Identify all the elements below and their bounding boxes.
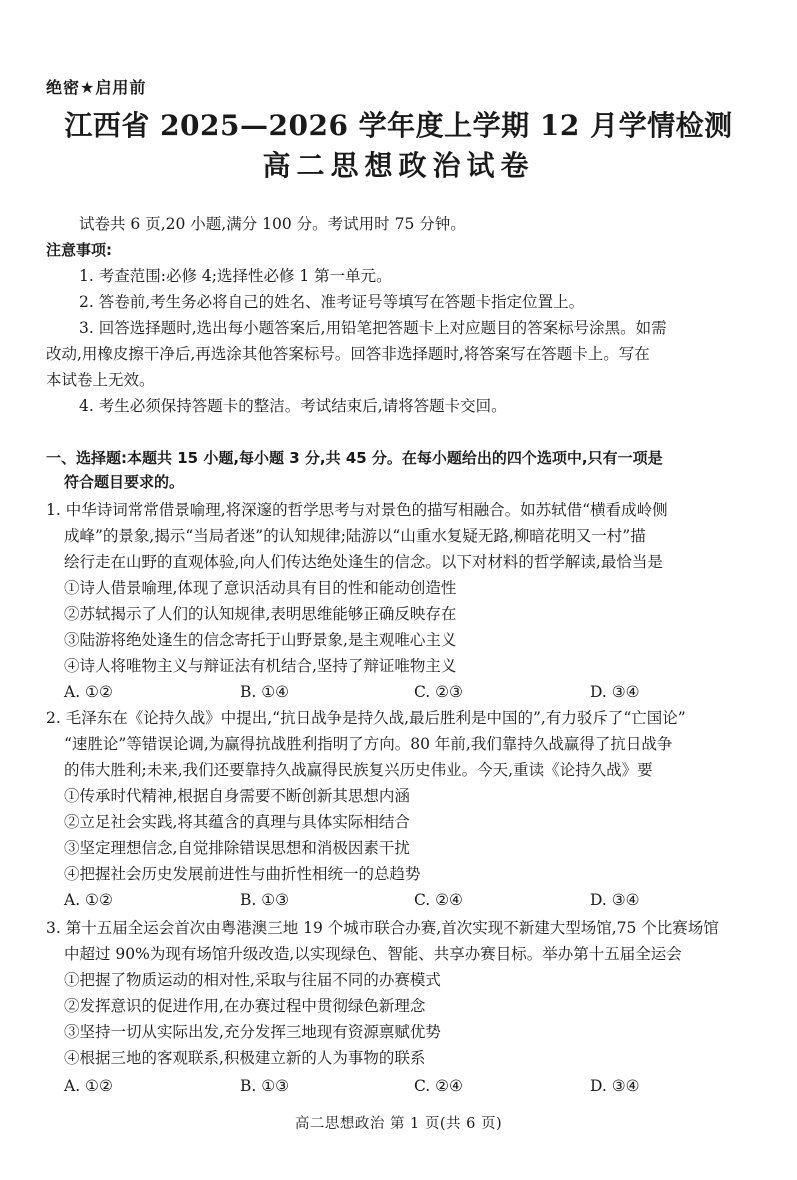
question-3-option-b: B. ①③	[240, 1077, 290, 1095]
notes-title: 注意事项:	[46, 241, 112, 259]
question-2-stem: 2. 毛泽东在《论持久战》中提出,“抗日战争是持久战,最后胜利是中国的”,有力驳斥了“亡国论”	[46, 709, 686, 727]
question-2-statement: ②立足社会实践,将其蕴含的真理与具体实际相结合	[64, 813, 410, 831]
section-heading-continued: 符合题目要求的。	[64, 473, 185, 491]
section-heading: 一、选择题:本题共 15 小题,每小题 3 分,共 45 分。在每小题给出的四个选项中,只有一项是	[46, 449, 663, 467]
exam-info: 试卷共 6 页,20 小题,满分 100 分。考试用时 75 分钟。	[79, 215, 466, 233]
question-1-option-d: D. ③④	[590, 683, 640, 701]
question-3-stem: 3. 第十五届全运会首次由粤港澳三地 19 个城市联合办赛,首次实现不新建大型场馆,75 个比赛场馆	[46, 919, 719, 937]
question-2-stem: “速胜论”等错误论调,为赢得抗战胜利指明了方向。80 年前,我们靠持久战赢得了抗日战争	[64, 735, 673, 753]
page-footer: 高二思想政治 第 1 页(共 6 页)	[294, 1116, 503, 1132]
note-item: 3. 回答选择题时,选出每小题答案后,用铅笔把答题卡上对应题目的答案标号涂黑。如需	[79, 319, 667, 337]
question-3-option-a: A. ①②	[64, 1077, 113, 1095]
question-3-stem: 中超过 90%为现有场馆升级改造,以实现绿色、智能、共享办赛目标。举办第十五届全运会	[64, 945, 682, 963]
confidential-label: 绝密★启用前	[46, 78, 147, 97]
note-item: 2. 答卷前,考生务必将自己的姓名、准考证号等填写在答题卡指定位置上。	[79, 293, 585, 311]
question-2-statement: ④把握社会历史发展前进性与曲折性相统一的总趋势	[64, 865, 421, 883]
question-1-option-c: C. ②③	[414, 683, 463, 701]
question-1-stem: 绘行走在山野的直观体验,向人们传达绝处逢生的信念。以下对材料的哲学解读,最恰当是	[64, 553, 663, 571]
note-item-continued: 改动,用橡皮擦干净后,再选涂其他答案标号。回答非选择题时,将答案写在答题卡上。写在	[46, 345, 650, 363]
exam-subtitle: 高二思想政治试卷	[262, 149, 535, 182]
question-3-statement: ③坚持一切从实际出发,充分发挥三地现有资源禀赋优势	[64, 1023, 441, 1041]
question-2-stem: 的伟大胜利;未来,我们还要靠持久战赢得民族复兴历史伟业。今天,重读《论持久战》要	[64, 761, 653, 779]
question-3-statement: ②发挥意识的促进作用,在办赛过程中贯彻绿色新理念	[64, 997, 426, 1015]
question-2-option-c: C. ②④	[414, 891, 463, 909]
question-1-statement: ①诗人借景喻理,体现了意识活动具有目的性和能动创造性	[64, 579, 457, 597]
question-2-option-d: D. ③④	[590, 891, 640, 909]
question-3-option-d: D. ③④	[590, 1077, 640, 1095]
note-item: 4. 考生必须保持答题卡的整洁。考试结束后,请将答题卡交回。	[79, 397, 507, 415]
question-1-statement: ③陆游将绝处逢生的信念寄托于山野景象,是主观唯心主义	[64, 631, 457, 649]
question-3-option-c: C. ②④	[414, 1077, 463, 1095]
exam-title: 江西省 2025—2026 学年度上学期 12 月学情检测	[64, 109, 733, 142]
question-2-option-a: A. ①②	[64, 891, 113, 909]
note-item-continued: 本试卷上无效。	[46, 371, 155, 389]
question-3-statement: ④根据三地的客观联系,积极建立新的人为事物的联系	[64, 1049, 426, 1067]
question-2-option-b: B. ①③	[240, 891, 290, 909]
question-1-statement: ②苏轼揭示了人们的认知规律,表明思维能够正确反映存在	[64, 605, 457, 623]
question-1-option-a: A. ①②	[64, 683, 113, 701]
question-1-stem: 成峰”的景象,揭示“当局者迷”的认知规律;陆游以“山重水复疑无路,柳暗花明又一村”描	[64, 527, 646, 545]
question-1-stem: 1. 中华诗词常常借景喻理,将深邃的哲学思考与对景色的描写相融合。如苏轼借“横看成岭侧	[46, 501, 668, 519]
question-2-statement: ①传承时代精神,根据自身需要不断创新其思想内涵	[64, 787, 410, 805]
question-1-option-b: B. ①④	[240, 683, 290, 701]
question-1-statement: ④诗人将唯物主义与辩证法有机结合,坚持了辩证唯物主义	[64, 657, 457, 675]
question-3-statement: ①把握了物质运动的相对性,采取与往届不同的办赛模式	[64, 971, 441, 989]
note-item: 1. 考查范围:必修 4;选择性必修 1 第一单元。	[79, 267, 392, 285]
question-2-statement: ③坚定理想信念,自觉排除错误思想和消极因素干扰	[64, 839, 410, 857]
